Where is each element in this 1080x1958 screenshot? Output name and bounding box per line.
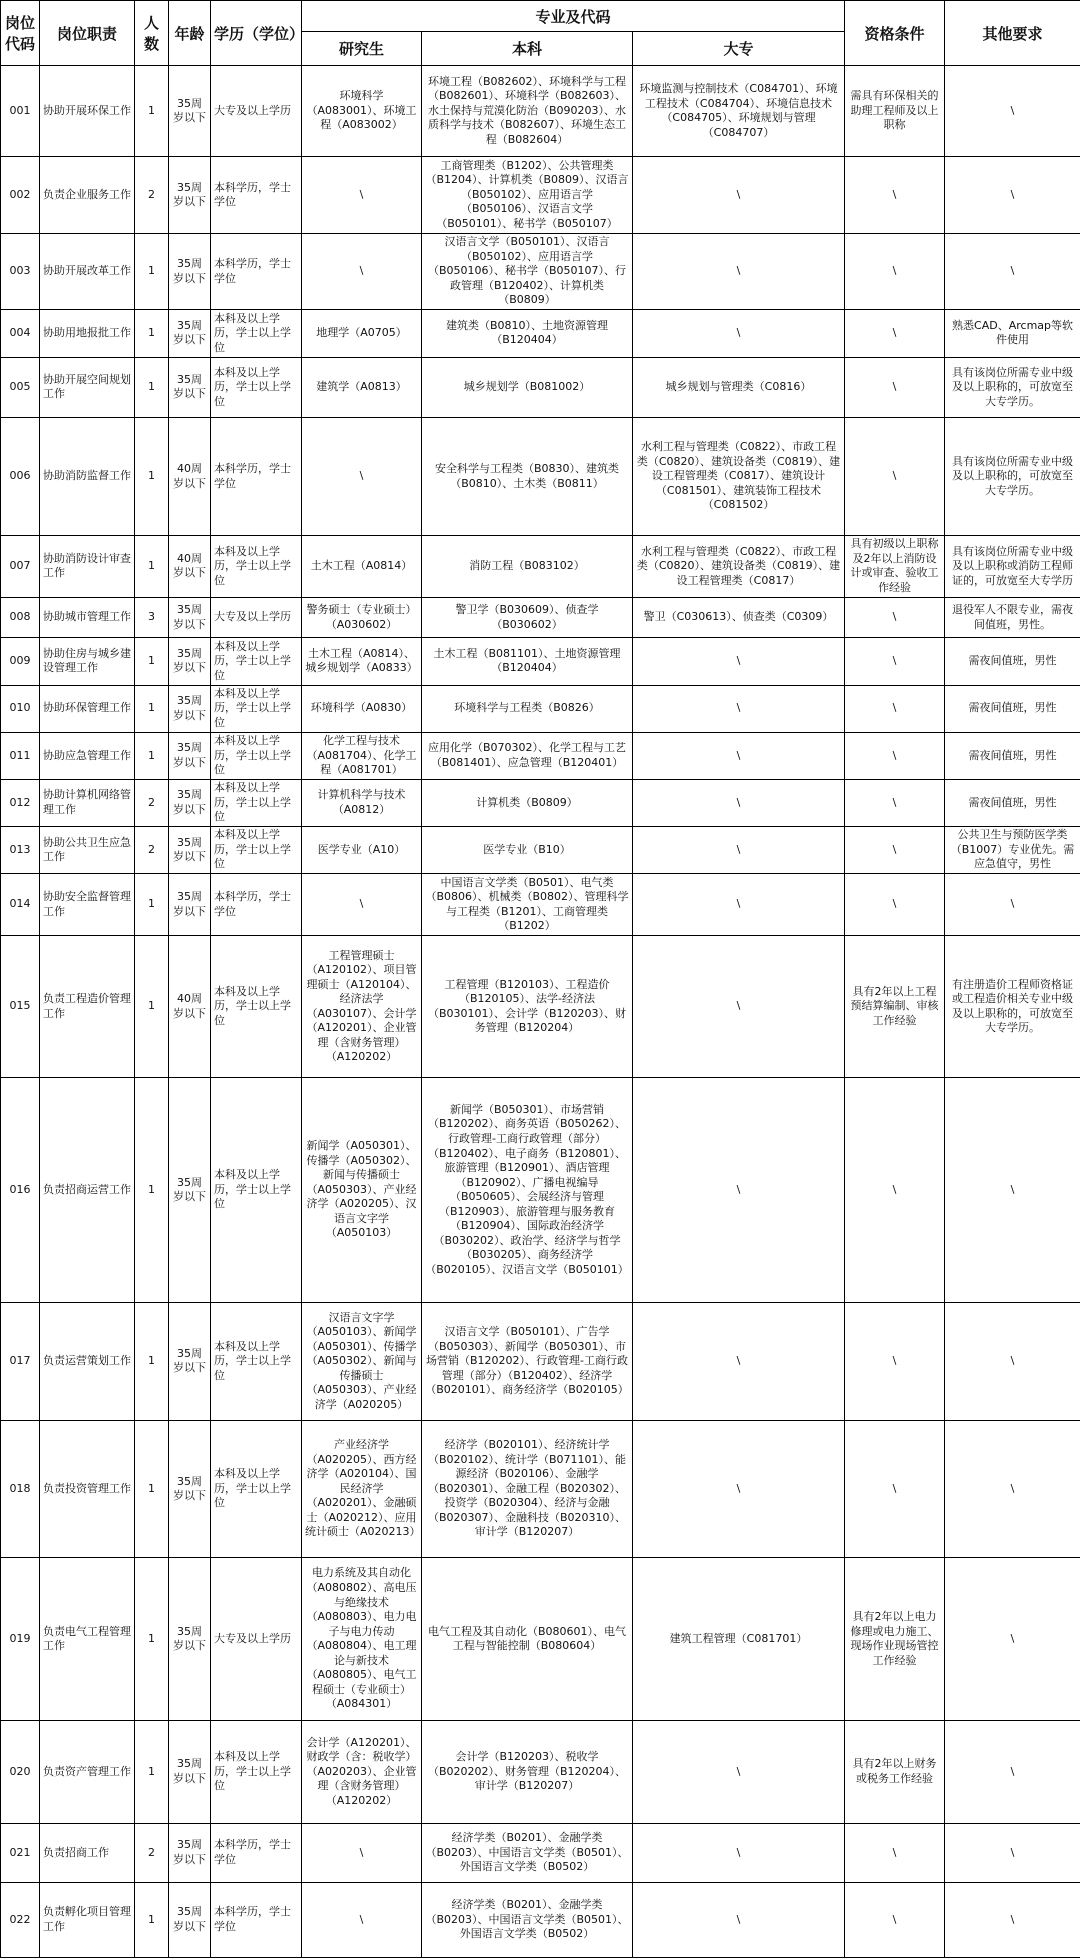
- cell-other: \: [945, 1558, 1080, 1720]
- cell-qualification: 需具有环保相关的助理工程师及以上职称: [845, 66, 945, 157]
- cell-graduate: 新闻学（A050301）、传播学（A050302）、新闻与传播硕士（A050303）、产业经济学（A020205）、汉语言文字学（A050103）: [302, 1078, 422, 1303]
- cell-edu: 本科学历，学士学位: [211, 157, 302, 234]
- table-row: [1, 1720, 1080, 1823]
- cell-college: \: [633, 310, 845, 357]
- cell-graduate: \: [302, 874, 422, 936]
- header-qual: 资格条件: [845, 1, 945, 66]
- cell-graduate: \: [302, 233, 422, 310]
- cell-undergrad: 建筑类（B0810）、土地资源管理（B120404）: [422, 310, 633, 357]
- cell-college: \: [633, 157, 845, 234]
- cell-edu: 本科学历，学士学位: [211, 418, 302, 536]
- cell-undergrad: 工程管理（B120103）、工程造价（B120105）、法学-经济法（B030101）、会计学（B120203）、财务管理（B120204）: [422, 936, 633, 1078]
- cell-college: \: [633, 1720, 845, 1823]
- cell-graduate: \: [302, 1882, 422, 1957]
- header-duty: 岗位职责: [40, 1, 135, 66]
- cell-count: 1: [135, 233, 169, 310]
- cell-edu: 本科及以上学历，学士以上学位: [211, 685, 302, 732]
- cell-college: 水利工程与管理类（C0822）、市政工程类（C0820）、建筑设备类（C0819）、建设工程管理类（C0817）: [633, 535, 845, 597]
- table-row: [1, 157, 1080, 234]
- table-row: [1, 597, 1080, 638]
- cell-count: 1: [135, 357, 169, 418]
- cell-age: 40周岁以下: [169, 936, 211, 1078]
- cell-graduate: 会计学（A120201）、财政学（含：税收学）（A020203）、企业管理（含财务管理）（A120202）: [302, 1720, 422, 1823]
- cell-edu: 大专及以上学历: [211, 1558, 302, 1720]
- cell-other: \: [945, 1882, 1080, 1957]
- table-row: [1, 685, 1080, 732]
- header-code: 岗位代码: [1, 1, 40, 66]
- cell-graduate: 产业经济学（A020205）、西方经济学（A020104）、国民经济学（A020201）、金融硕士（A020212）、应用统计硕士（A020213）: [302, 1420, 422, 1558]
- cell-count: 2: [135, 827, 169, 874]
- cell-college: \: [633, 779, 845, 826]
- cell-age: 35周岁以下: [169, 1720, 211, 1823]
- cell-edu: 本科及以上学历，学士以上学位: [211, 827, 302, 874]
- cell-count: 1: [135, 418, 169, 536]
- cell-duty: 负责孵化项目管理工作: [40, 1882, 135, 1957]
- cell-qualification: 具有2年以上工程预结算编制、审核工作经验: [845, 936, 945, 1078]
- cell-duty: 协助住房与城乡建设管理工作: [40, 638, 135, 685]
- table-row: [1, 1882, 1080, 1957]
- cell-age: 35周岁以下: [169, 357, 211, 418]
- cell-edu: 本科及以上学历，学士以上学位: [211, 1078, 302, 1303]
- cell-code: 009: [1, 638, 40, 685]
- cell-edu: 本科学历，学士学位: [211, 874, 302, 936]
- cell-undergrad: 城乡规划学（B081002）: [422, 357, 633, 418]
- cell-duty: 协助应急管理工作: [40, 732, 135, 779]
- cell-count: 1: [135, 1420, 169, 1558]
- cell-graduate: \: [302, 418, 422, 536]
- cell-graduate: 地理学（A0705）: [302, 310, 422, 357]
- cell-edu: 本科及以上学历，学士以上学位: [211, 1720, 302, 1823]
- cell-other: 需夜间值班，男性: [945, 638, 1080, 685]
- cell-undergrad: 经济学（B020101）、经济统计学（B020102）、统计学（B071101）、能源经济（B020106）、金融学（B020301）、金融工程（B020302）、投资学（B020304）、经济与金融（B020307）、金融科技（B020310）、审计学（B120207）: [422, 1420, 633, 1558]
- cell-undergrad: 警卫学（B030609）、侦查学（B030602）: [422, 597, 633, 638]
- cell-qualification: \: [845, 233, 945, 310]
- cell-code: 011: [1, 732, 40, 779]
- cell-qualification: \: [845, 732, 945, 779]
- cell-graduate: 汉语言文字学（A050103）、新闻学（A050301）、传播学（A050302）、新闻与传播硕士（A050303）、产业经济学（A020205）: [302, 1303, 422, 1421]
- table-row: [1, 418, 1080, 536]
- cell-undergrad: 医学专业（B10）: [422, 827, 633, 874]
- cell-code: 013: [1, 827, 40, 874]
- cell-other: 具有该岗位所需专业中级及以上职称的，可放宽至大专学历。: [945, 418, 1080, 536]
- cell-duty: 协助开展空间规划工作: [40, 357, 135, 418]
- cell-duty: 负责运营策划工作: [40, 1303, 135, 1421]
- cell-duty: 负责资产管理工作: [40, 1720, 135, 1823]
- cell-count: 2: [135, 779, 169, 826]
- cell-code: 016: [1, 1078, 40, 1303]
- cell-count: 1: [135, 310, 169, 357]
- cell-other: 有注册造价工程师资格证或工程造价相关专业中级及以上职称的，可放宽至大专学历。: [945, 936, 1080, 1078]
- cell-college: 城乡规划与管理类（C0816）: [633, 357, 845, 418]
- cell-age: 35周岁以下: [169, 779, 211, 826]
- cell-age: 35周岁以下: [169, 1078, 211, 1303]
- cell-duty: 协助消防监督工作: [40, 418, 135, 536]
- cell-other: 需夜间值班，男性: [945, 732, 1080, 779]
- cell-college: \: [633, 827, 845, 874]
- cell-duty: 协助环保管理工作: [40, 685, 135, 732]
- cell-qualification: \: [845, 597, 945, 638]
- cell-undergrad: 环境科学与工程类（B0826）: [422, 685, 633, 732]
- cell-edu: 大专及以上学历: [211, 66, 302, 157]
- cell-other: 需夜间值班，男性: [945, 779, 1080, 826]
- cell-graduate: 电力系统及其自动化（A080802）、高电压与绝缘技术（A080803）、电力电子与电力传动（A080804）、电工理论与新技术（A080805）、电气工程硕士（专业硕士）（A084301）: [302, 1558, 422, 1720]
- cell-edu: 本科及以上学历，学士以上学位: [211, 357, 302, 418]
- cell-qualification: \: [845, 638, 945, 685]
- cell-edu: 本科学历，学士学位: [211, 1882, 302, 1957]
- cell-age: 40周岁以下: [169, 418, 211, 536]
- cell-count: 1: [135, 1303, 169, 1421]
- cell-edu: 本科及以上学历，学士以上学位: [211, 732, 302, 779]
- cell-age: 35周岁以下: [169, 827, 211, 874]
- cell-code: 021: [1, 1824, 40, 1883]
- cell-graduate: 工程管理硕士（A120102）、项目管理硕士（A120104）、经济法学（A030107）、会计学（A120201）、企业管理（含财务管理）（A120202）: [302, 936, 422, 1078]
- table-row: [1, 874, 1080, 936]
- cell-code: 019: [1, 1558, 40, 1720]
- cell-qualification: \: [845, 1882, 945, 1957]
- cell-count: 1: [135, 685, 169, 732]
- table-row: [1, 357, 1080, 418]
- cell-code: 015: [1, 936, 40, 1078]
- cell-count: 1: [135, 638, 169, 685]
- table-row: [1, 1420, 1080, 1558]
- cell-code: 001: [1, 66, 40, 157]
- cell-college: 环境监测与控制技术（C084701）、环境工程技术（C084704）、环境信息技术（C084705）、环境规划与管理（C084707）: [633, 66, 845, 157]
- table-row: [1, 233, 1080, 310]
- cell-count: 2: [135, 1824, 169, 1883]
- cell-code: 007: [1, 535, 40, 597]
- cell-duty: 负责招商工作: [40, 1824, 135, 1883]
- cell-qualification: 具有初级以上职称及2年以上消防设计或审查、验收工作经验: [845, 535, 945, 597]
- cell-duty: 负责企业服务工作: [40, 157, 135, 234]
- cell-college: \: [633, 874, 845, 936]
- cell-count: 1: [135, 66, 169, 157]
- cell-count: 1: [135, 535, 169, 597]
- cell-college: 建筑工程管理（C081701）: [633, 1558, 845, 1720]
- cell-edu: 本科及以上学历，学士以上学位: [211, 1420, 302, 1558]
- cell-count: 1: [135, 1882, 169, 1957]
- cell-undergrad: 汉语言文学（B050101）、广告学（B050303）、新闻学（B050301）、市场营销（B120202）、行政管理-工商行政管理（部分）（B120402）、经济学（B020101）、商务经济学（B020105）: [422, 1303, 633, 1421]
- cell-age: 35周岁以下: [169, 874, 211, 936]
- cell-age: 35周岁以下: [169, 1882, 211, 1957]
- cell-graduate: 警务硕士（专业硕士）（A030602）: [302, 597, 422, 638]
- cell-graduate: 化学工程与技术（A081704）、化学工程（A081701）: [302, 732, 422, 779]
- cell-code: 003: [1, 233, 40, 310]
- cell-age: 35周岁以下: [169, 1420, 211, 1558]
- cell-code: 006: [1, 418, 40, 536]
- cell-age: 35周岁以下: [169, 732, 211, 779]
- cell-qualification: \: [845, 874, 945, 936]
- cell-age: 40周岁以下: [169, 535, 211, 597]
- cell-duty: 协助消防设计审查工作: [40, 535, 135, 597]
- cell-age: 35周岁以下: [169, 685, 211, 732]
- cell-count: 1: [135, 874, 169, 936]
- cell-college: \: [633, 732, 845, 779]
- cell-duty: 负责投资管理工作: [40, 1420, 135, 1558]
- cell-other: 公共卫生与预防医学类（B1007）专业优先。需应急值守，男性: [945, 827, 1080, 874]
- table-row: [1, 66, 1080, 157]
- cell-qualification: \: [845, 1303, 945, 1421]
- cell-duty: 负责电气工程管理工作: [40, 1558, 135, 1720]
- header-major: 专业及代码: [302, 1, 845, 32]
- cell-graduate: 医学专业（A10）: [302, 827, 422, 874]
- cell-undergrad: 应用化学（B070302）、化学工程与工艺（B081401）、应急管理（B120401）: [422, 732, 633, 779]
- cell-edu: 本科及以上学历，学士以上学位: [211, 779, 302, 826]
- cell-age: 35周岁以下: [169, 1824, 211, 1883]
- cell-college: 水利工程与管理类（C0822）、市政工程类（C0820）、建筑设备类（C0819）、建设工程管理类（C0817）、建筑设计（C081501）、建筑装饰工程技术（C081502）: [633, 418, 845, 536]
- cell-qualification: \: [845, 310, 945, 357]
- cell-undergrad: 消防工程（B083102）: [422, 535, 633, 597]
- table-row: [1, 1303, 1080, 1421]
- cell-other: \: [945, 66, 1080, 157]
- table-row: [1, 1078, 1080, 1303]
- cell-code: 012: [1, 779, 40, 826]
- cell-college: \: [633, 638, 845, 685]
- cell-duty: 协助安全监督管理工作: [40, 874, 135, 936]
- cell-edu: 本科及以上学历，学士以上学位: [211, 535, 302, 597]
- cell-graduate: \: [302, 157, 422, 234]
- cell-edu: 本科及以上学历，学士以上学位: [211, 638, 302, 685]
- cell-duty: 协助开展环保工作: [40, 66, 135, 157]
- cell-age: 35周岁以下: [169, 233, 211, 310]
- table-row: [1, 779, 1080, 826]
- cell-count: 1: [135, 732, 169, 779]
- cell-graduate: 环境科学（A0830）: [302, 685, 422, 732]
- cell-college: \: [633, 1824, 845, 1883]
- cell-undergrad: 土木工程（B081101）、土地资源管理（B120404）: [422, 638, 633, 685]
- cell-undergrad: 新闻学（B050301）、市场营销（B120202）、商务英语（B050262）、行政管理-工商行政管理（部分）（B120402）、电子商务（B120801）、旅游管理（B120901）、酒店管理（B120902）、广播电视编导（B050605）、会展经济与管理（B120903）、旅游管理与服务教育（B120904）、国际政治经济学（B030202）、政治学、经济学与哲学（B030205）、商务经济学（B020105）、汉语言文学（B050101）: [422, 1078, 633, 1303]
- cell-edu: 本科学历，学士学位: [211, 1824, 302, 1883]
- table-row: [1, 638, 1080, 685]
- cell-age: 35周岁以下: [169, 66, 211, 157]
- cell-undergrad: 工商管理类（B1202）、公共管理类（B1204）、计算机类（B0809）、汉语言（B050102）、应用语言学（B050106）、汉语言文学（B050101）、秘书学（B050107）: [422, 157, 633, 234]
- cell-count: 1: [135, 1078, 169, 1303]
- cell-college: \: [633, 936, 845, 1078]
- cell-count: 3: [135, 597, 169, 638]
- cell-other: 具有该岗位所需专业中级及以上职称的，可放宽至大专学历。: [945, 357, 1080, 418]
- cell-graduate: 建筑学（A0813）: [302, 357, 422, 418]
- table-row: [1, 1824, 1080, 1883]
- cell-other: 具有该岗位所需专业中级及以上职称或消防工程师证的，可放宽至大专学历: [945, 535, 1080, 597]
- cell-college: \: [633, 1882, 845, 1957]
- cell-graduate: 计算机科学与技术（A0812）: [302, 779, 422, 826]
- cell-other: \: [945, 1303, 1080, 1421]
- header-college: 大专: [633, 32, 845, 66]
- cell-college: 警卫（C030613）、侦查类（C0309）: [633, 597, 845, 638]
- cell-undergrad: 中国语言文学类（B0501）、电气类（B0806）、机械类（B0802）、管理科学与工程类（B1201）、工商管理类（B1202）: [422, 874, 633, 936]
- cell-other: \: [945, 1824, 1080, 1883]
- cell-count: 1: [135, 1720, 169, 1823]
- cell-edu: 本科及以上学历，学士以上学位: [211, 310, 302, 357]
- cell-qualification: \: [845, 157, 945, 234]
- header-undergrad: 本科: [422, 32, 633, 66]
- cell-undergrad: 汉语言文学（B050101）、汉语言（B050102）、应用语言学（B050106）、秘书学（B050107）、行政管理（B120402）、计算机类（B0809）: [422, 233, 633, 310]
- cell-count: 2: [135, 157, 169, 234]
- cell-qualification: \: [845, 779, 945, 826]
- table-row: [1, 827, 1080, 874]
- cell-other: 退役军人不限专业，需夜间值班，男性。: [945, 597, 1080, 638]
- cell-undergrad: 安全科学与工程类（B0830）、建筑类（B0810）、土木类（B0811）: [422, 418, 633, 536]
- cell-other: 熟悉CAD、Arcmap等软件使用: [945, 310, 1080, 357]
- cell-code: 010: [1, 685, 40, 732]
- cell-code: 005: [1, 357, 40, 418]
- cell-graduate: \: [302, 1824, 422, 1883]
- cell-age: 35周岁以下: [169, 1558, 211, 1720]
- header-age: 年龄: [169, 1, 211, 66]
- cell-qualification: \: [845, 1420, 945, 1558]
- cell-age: 35周岁以下: [169, 1303, 211, 1421]
- cell-age: 35周岁以下: [169, 310, 211, 357]
- cell-college: \: [633, 1078, 845, 1303]
- cell-code: 014: [1, 874, 40, 936]
- header-other: 其他要求: [945, 1, 1080, 66]
- cell-undergrad: 电气工程及其自动化（B080601）、电气工程与智能控制（B080604）: [422, 1558, 633, 1720]
- cell-edu: 本科及以上学历，学士以上学位: [211, 1303, 302, 1421]
- cell-undergrad: 经济学类（B0201）、金融学类（B0203）、中国语言文学类（B0501）、外国语言文学类（B0502）: [422, 1824, 633, 1883]
- table-row: [1, 310, 1080, 357]
- cell-undergrad: 会计学（B120203）、税收学（B020202）、财务管理（B120204）、审计学（B120207）: [422, 1720, 633, 1823]
- cell-qualification: \: [845, 1824, 945, 1883]
- cell-other: \: [945, 1720, 1080, 1823]
- cell-college: \: [633, 685, 845, 732]
- cell-edu: 大专及以上学历: [211, 597, 302, 638]
- cell-qualification: \: [845, 357, 945, 418]
- cell-college: \: [633, 233, 845, 310]
- cell-other: \: [945, 157, 1080, 234]
- cell-undergrad: 环境工程（B082602）、环境科学与工程（B082601）、环境科学（B082603）、水土保持与荒漠化防治（B090203）、水质科学与技术（B082607）、环境生态工程（B082604）: [422, 66, 633, 157]
- cell-college: \: [633, 1303, 845, 1421]
- cell-qualification: 具有2年以上电力修理或电力施工、现场作业现场管控工作经验: [845, 1558, 945, 1720]
- header-edu: 学历（学位）: [211, 1, 302, 66]
- cell-duty: 协助开展改革工作: [40, 233, 135, 310]
- cell-duty: 协助城市管理工作: [40, 597, 135, 638]
- cell-code: 017: [1, 1303, 40, 1421]
- cell-other: \: [945, 233, 1080, 310]
- cell-duty: 协助用地报批工作: [40, 310, 135, 357]
- cell-other: \: [945, 1078, 1080, 1303]
- cell-other: 需夜间值班，男性: [945, 685, 1080, 732]
- cell-undergrad: 计算机类（B0809）: [422, 779, 633, 826]
- cell-graduate: 环境科学（A083001）、环境工程（A083002）: [302, 66, 422, 157]
- cell-code: 002: [1, 157, 40, 234]
- cell-count: 1: [135, 936, 169, 1078]
- cell-qualification: \: [845, 418, 945, 536]
- cell-edu: 本科及以上学历，学士以上学位: [211, 936, 302, 1078]
- cell-code: 004: [1, 310, 40, 357]
- cell-other: \: [945, 1420, 1080, 1558]
- cell-duty: 负责工程造价管理工作: [40, 936, 135, 1078]
- cell-age: 35周岁以下: [169, 597, 211, 638]
- table-row: [1, 1558, 1080, 1720]
- table-row: [1, 732, 1080, 779]
- cell-duty: 协助计算机网络管理工作: [40, 779, 135, 826]
- cell-code: 022: [1, 1882, 40, 1957]
- header-grad: 研究生: [302, 32, 422, 66]
- cell-duty: 协助公共卫生应急工作: [40, 827, 135, 874]
- cell-edu: 本科学历，学士学位: [211, 233, 302, 310]
- cell-code: 018: [1, 1420, 40, 1558]
- table-row: [1, 936, 1080, 1078]
- cell-other: \: [945, 874, 1080, 936]
- cell-age: 35周岁以下: [169, 638, 211, 685]
- cell-code: 020: [1, 1720, 40, 1823]
- cell-count: 1: [135, 1558, 169, 1720]
- cell-qualification: \: [845, 685, 945, 732]
- cell-graduate: 土木工程（A0814）、城乡规划学（A0833）: [302, 638, 422, 685]
- cell-undergrad: 经济学类（B0201）、金融学类（B0203）、中国语言文学类（B0501）、外国语言文学类（B0502）: [422, 1882, 633, 1957]
- table-row: [1, 535, 1080, 597]
- cell-duty: 负责招商运营工作: [40, 1078, 135, 1303]
- cell-code: 008: [1, 597, 40, 638]
- cell-graduate: 土木工程（A0814）: [302, 535, 422, 597]
- cell-qualification: \: [845, 1078, 945, 1303]
- cell-qualification: \: [845, 827, 945, 874]
- table-body: [1, 66, 1080, 1958]
- header-count: 人数: [135, 1, 169, 66]
- cell-age: 35周岁以下: [169, 157, 211, 234]
- cell-qualification: 具有2年以上财务或税务工作经验: [845, 1720, 945, 1823]
- cell-college: \: [633, 1420, 845, 1558]
